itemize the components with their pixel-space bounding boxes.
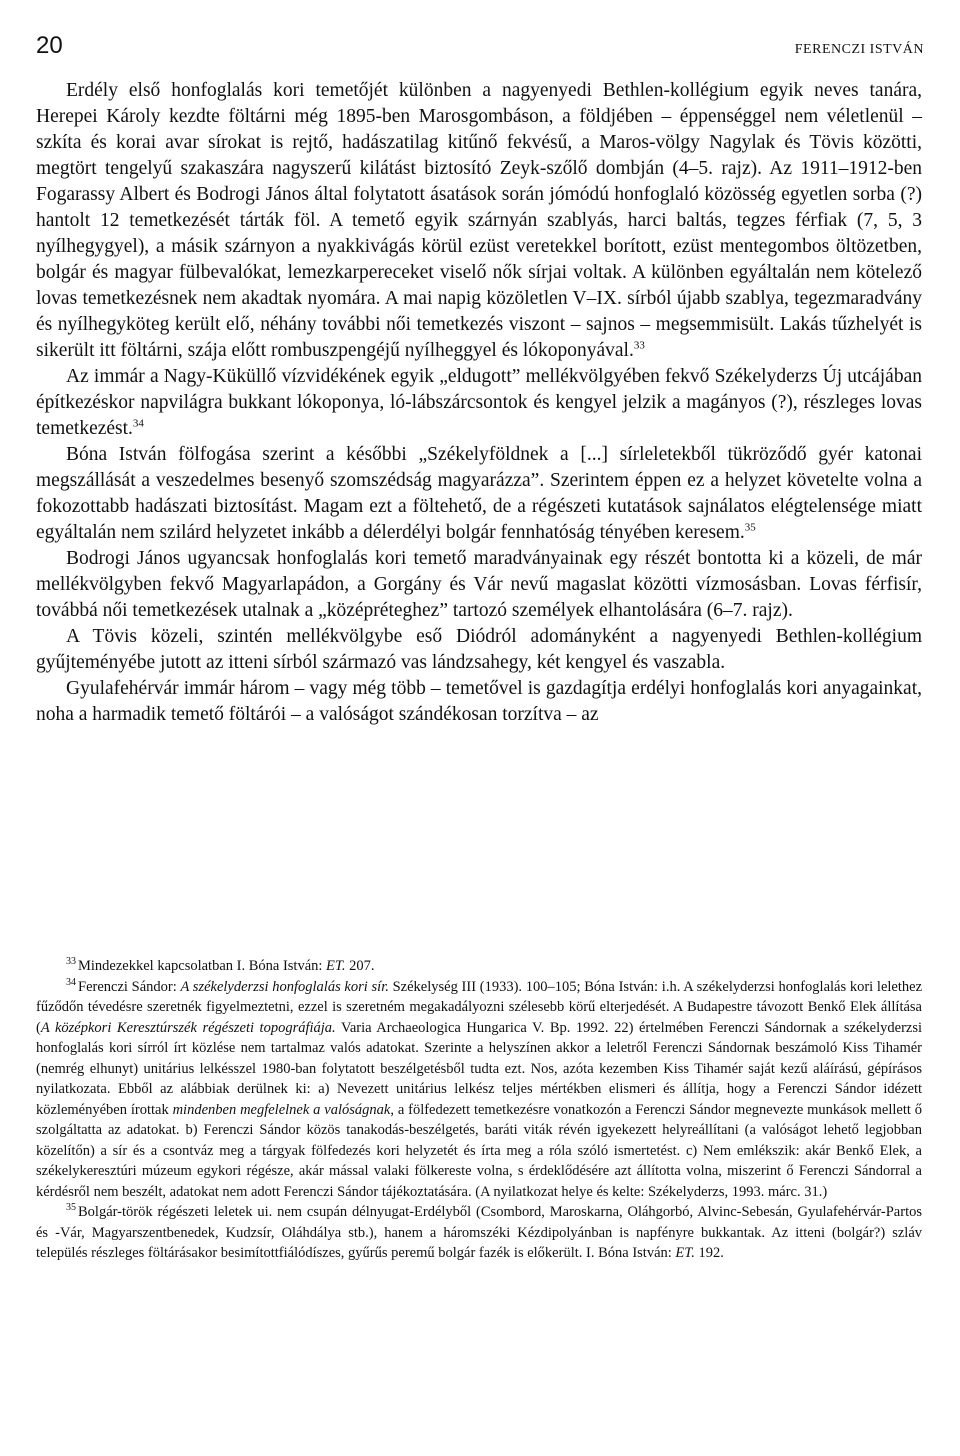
footnote-text: 192. [694,1245,724,1261]
running-head: FERENCZI ISTVÁN [794,42,924,57]
footnote-35 [36,1202,922,1264]
paragraph: Bóna István fölfogása szerint a későbbi „Székelyföldnek a [...] sírleletekből tükröződő gyér katonai megszállását a veszedelmes besenyő szomszédság magyarázza”. Szerintem éppen ez a helyzet követelte volna a fokozottabb hadászati biztosítást. Magam ezt a föltehető, de a régészeti kutatások sajnálatos elégtelensége miatt egyáltalán nem szilárd helyzetet inkább a délerdélyi bolgár fennhatóság tényében keresem.$^{35}$ [36,444,922,543]
footnote-text: Bolgár-török régészeti leletek ui. nem csupán délnyugat-Erdélyből (Csombord, Maroskarna, Oláhgorbó, Alvinc-Sebesán, Gyulafehérvár-Partos és -Vár, Magyarszentbenedek, Kudzsír, Oláhdálya stb.), hanem a háromszéki Kézdipolyánban is napfényre bukkantak. Az itteni (bolgár?) szláv település részleges föltárásakor besimítottfiálódíszes, gyűrűs peremű bolgár fazék is előkerült. I. Bóna István: [36,1204,922,1261]
paragraph: Gyulafehérvár immár három – vagy még több – temetővel is gazdagítja erdélyi honfoglalás kori anyagainkat, noha a harmadik temető föltárói – a valóságot szándékosan torzítva – az [36,678,922,725]
footnote-number: 35 [66,1202,76,1214]
paragraph: A Tövis közeli, szintén mellékvölgybe eső Diódról adományként a nagyenyedi Bethlen-kollégium gyűjteményébe jutott az itteni sírból származó vas lándzsahegy, két kengyel és vaszabla. [36,626,922,673]
footnotes [36,956,922,1264]
footnote-33 [36,956,922,977]
body-text [36,78,922,728]
footnote-italic-text: A középkori Keresztúrszék régészeti topográfiája. [40,1019,336,1036]
paragraph: Bodrogi János ugyancsak honfoglalás kori temető maradványainak egy részét bontotta ki a közeli, de már mellékvölgyben fekvő Magyarlapádon, a Gorgány és Vár nevű magaslat közötti vízmosásban. Lovas férfisír, továbbá női temetkezések utalnak a „középréteghez” tartozó személyek elhantolására (6–7. rajz). [36,548,922,621]
footnote-text: Varia Archaeologica Hungarica V. Bp. 1992. 22) értelmében Ferenczi Sándornak a székelyderzsi honfoglalás kori sírról írt közlése nem tartalmaz valós adatokat. Szerinte a helyszínen akkor a leletről Ferenczi Sándornak beszámoló Kiss Tihamér (nemrég elhunyt) unitárius lelkésszel 1980-ban folytatott beszélgetésből tudta ezt. Nos, azóta kezemben Kiss Tihamér saját kezű aláírású, gépírásos nyilatkozata. Ebből az alábbiak derülnek ki: a) Nevezett unitárius lelkész teljes mértékben elismeri és állítja, hogy a Ferenczi Sándor idézett közleményében írottak [36,1019,923,1118]
footnote-italic-text: ET. [326,958,346,974]
paragraph: Az immár a Nagy-Küküllő vízvidékének egyik „eldugott” mellékvölgyében fekvő Székelyderzs Új utcájában építkezéskor napvilágra bukkant lókoponya, ló-lábszárcsontok és kengyel jelzik a magányos (?), részleges lovas temetkezést.$^{34}$ [36,366,922,439]
page-number: 20 [36,32,63,59]
footnote-34 [36,977,922,1203]
footnote-text: Mindezekkel kapcsolatban I. Bóna István: [78,958,327,974]
paragraph: Erdély első honfoglalás kori temetőjét különben a nagyenyedi Bethlen-kollégium egyik neves tanára, Herepei Károly kezdte föltárni még 1895-ben Marosgombáson, a földjében – éppenséggel nem véletlenül – szkíta és korai avar sírokat is rejtő, hadászatilag kitűnő fekvésű, a Maros-völgy Nagylak és Tövis közötti, megtört tengelyű szakaszára nagyszerű kilátást biztosító Zeyk-szőlő dombján (4–5. rajz). Az 1911–1912-ben Fogarassy Albert és Bodrogi János által folytatott ásatások során jómódú honfoglaló közösség egyetlen sorba (?) hantolt 12 temetkezését tárták föl. A temető egyik szárnyán szablyás, harci baltás, tegzes férfiak (7, 5, 3 nyílhegygyel), a másik szárnyon a nyakkivágás körül ezüst veretekkel borított, ezüst mentegombos öltözetben, bolgár és magyar fülbevalókat, lemezkarpereceket viselő nők sírjai voltak. A különben egyáltalán nem kötelező lovas temetkezésnek nem akadtak nyomára. A mai napig közöletlen V–IX. sírból újabb szablya, tegezmaradvány és nyílhegyköteg került elő, néhány további női temetkezés viszont – sajnos – megsemmisült. Lakás tűzhelyét is sikerült itt föltárni, szája előtt rombuszpengéjű nyílheggyel és lókoponyával.$^{33}$ [36,80,922,361]
footnote-italic-text: A székelyderzsi honfoglalás kori sír. [180,978,389,995]
footnote-text: Ferenczi Sándor: [78,978,181,995]
footnote-ref[interactable]: 34 [132,417,144,430]
page-header [36,32,924,60]
footnote-italic-text: mindenben megfelelnek a valóságnak [172,1101,391,1118]
footnote-ref[interactable]: 33 [633,339,645,352]
footnote-ref[interactable]: 35 [744,521,756,534]
footnote-italic-text: ET. [675,1245,695,1261]
footnote-text: Székelység III (1933). 100–105; Bóna István: i.h. A székelyderzsi honfoglalás kori lelethez fűződőn tévedésre szeretnék figyelmeztetni, ezzel is szeretném megakadályozni szélesebb körű elterjedését. A Budapestre távozott Benkő Elek állítása ( [36,978,923,1036]
footnote-text: , a fölfedezett temetkezésre vonatkozón a Ferenczi Sándor megnevezte munkások mellett ő szolgáltatta az adatokat. b) Ferenczi Sándor közös tanakodás-beszélgetés, baráti viták révén igyekezett helyreállítani (a valóságot lehető legjobban közelítőn) a sír és a csontváz meg a tárgyak fölfedezés kori helyzetét és írta meg a róla szóló ismertetést. c) Nem emlékszik: akár Benkő Elek, a székelykeresztúri múzeum egykori régésze, akár mással valaki fölkereste volna, s érdeklődésére azt állította volna, miszerint ő Ferenczi Sándorral a kérdésről nem beszélt, adatokat nem adott Ferenczi Sándor tájékoztatására. (A nyilatkozat helye és kelte: Székelyderzs, 1993. márc. 31.) [36,1101,923,1200]
footnote-number: 34 [66,976,76,988]
footnote-number: 33 [66,956,76,968]
footnote-text: 207. [345,958,375,974]
